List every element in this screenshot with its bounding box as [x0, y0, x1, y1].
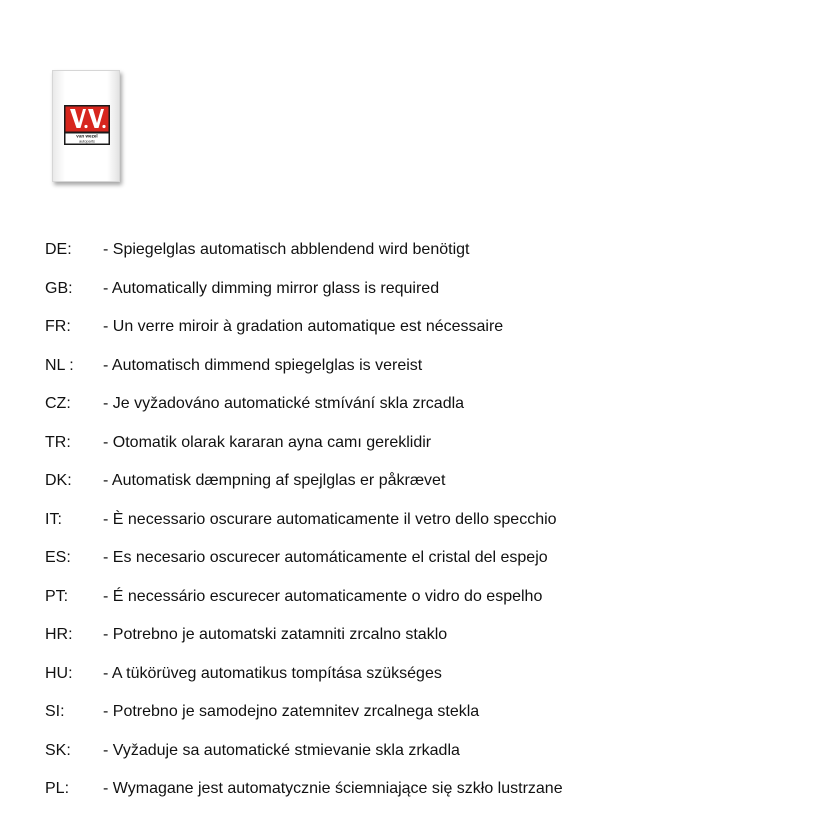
- language-code: SK:: [45, 741, 71, 759]
- notice-text: - Automatically dimming mirror glass is required: [103, 279, 440, 297]
- language-code: NL :: [45, 356, 74, 374]
- language-code: DK:: [45, 472, 72, 489]
- notice-text: - Spiegelglas automatisch abblendend wird benötigt: [103, 241, 470, 258]
- language-code: HU:: [45, 664, 73, 682]
- language-code: FR:: [45, 318, 71, 335]
- list-item: [45, 625, 563, 664]
- list-item: [45, 356, 563, 395]
- logo-brand-text: van wezel: [76, 133, 98, 139]
- notice-text: - Je vyžadováno automatické stmívání skla zrcadla: [103, 395, 465, 412]
- list-item: [45, 394, 563, 433]
- notice-text: - Otomatik olarak kararan ayna camı gereklidir: [103, 433, 432, 451]
- list-item: [45, 240, 563, 279]
- notice-text: - Automatisch dimmend spiegelglas is vereist: [103, 356, 423, 374]
- list-item: [45, 741, 563, 780]
- list-item: [45, 510, 563, 549]
- list-item: [45, 587, 563, 626]
- language-code: GB:: [45, 279, 73, 297]
- language-code: DE:: [45, 241, 72, 258]
- language-code: HR:: [45, 626, 73, 643]
- logo-sub-text: autoparts: [79, 139, 95, 144]
- list-item: [45, 779, 563, 818]
- list-item: [45, 433, 563, 472]
- notice-text: - É necessário escurecer automaticamente o vidro do espelho: [103, 587, 543, 605]
- language-code: PL:: [45, 780, 70, 797]
- notice-text: - È necessario oscurare automaticamente il vetro dello specchio: [103, 510, 557, 528]
- van-wezel-logo-card: [52, 70, 120, 182]
- language-code: ES:: [45, 549, 71, 566]
- list-item: [45, 548, 563, 587]
- list-item: [45, 317, 563, 356]
- language-code: SI:: [45, 703, 65, 720]
- notice-text: - A tükörüveg automatikus tompítása szükséges: [103, 664, 442, 682]
- notice-text: - Potrebno je samodejno zatemnitev zrcalnega stekla: [103, 703, 480, 720]
- list-item: [45, 471, 563, 510]
- language-notice-list: [45, 240, 563, 818]
- language-code: CZ:: [45, 395, 71, 412]
- language-code: IT:: [45, 510, 62, 528]
- notice-text: - Automatisk dæmpning af spejlglas er påkrævet: [103, 472, 446, 489]
- language-code: TR:: [45, 433, 71, 451]
- list-item: [45, 702, 563, 741]
- notice-text: - Vyžaduje sa automatické stmievanie skla zrkadla: [103, 741, 460, 759]
- notice-text: - Es necesario oscurecer automáticamente el cristal del espejo: [103, 549, 548, 566]
- list-item: [45, 279, 563, 318]
- list-item: [45, 664, 563, 703]
- notice-text: - Wymagane jest automatycznie ściemniające się szkło lustrzane: [103, 780, 563, 797]
- van-wezel-logo: [64, 105, 110, 145]
- language-code: PT:: [45, 587, 69, 605]
- notice-text: - Un verre miroir à gradation automatique est nécessaire: [103, 318, 504, 335]
- notice-text: - Potrebno je automatski zatamniti zrcalno staklo: [103, 626, 448, 643]
